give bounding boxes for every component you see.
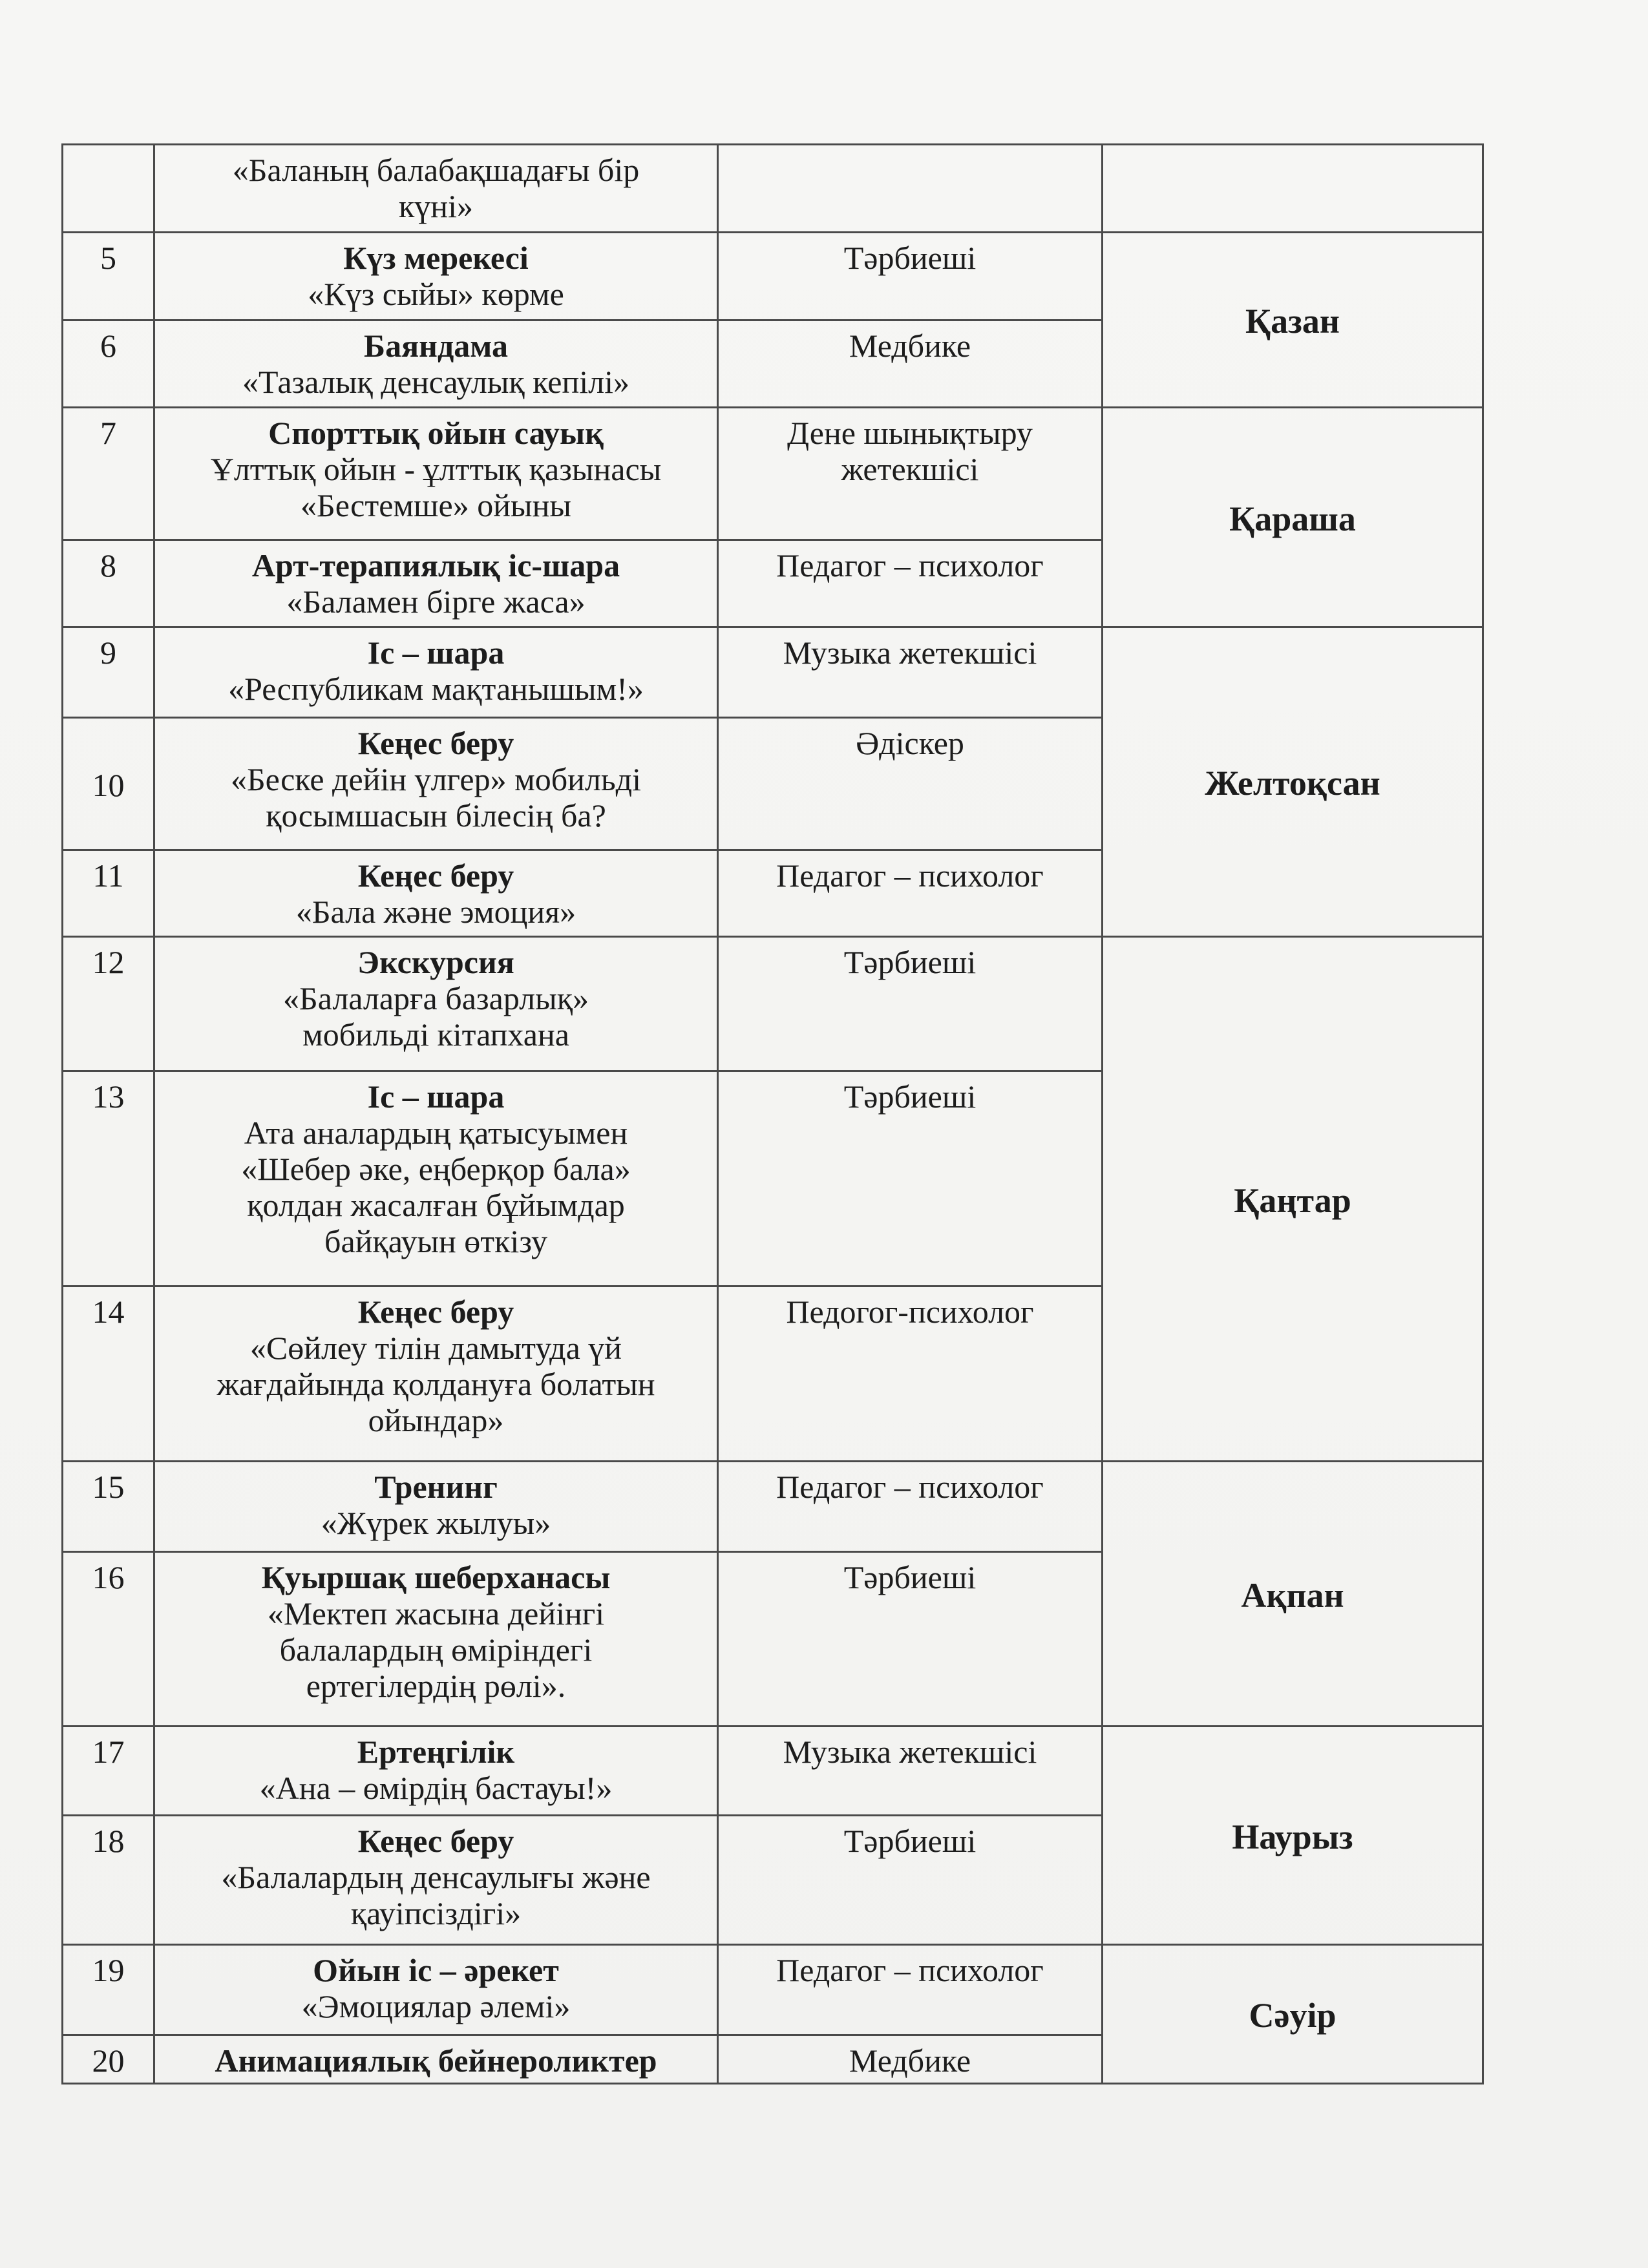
- event-detail: Ұлттық ойын - ұлттық қазынасы: [210, 451, 662, 487]
- event-cell: [154, 2035, 718, 2084]
- responsible-cell: Тәрбиеші: [718, 1552, 1103, 1727]
- row-number: 8: [63, 540, 154, 627]
- row-number: 5: [63, 233, 154, 320]
- event-detail: «Шебер әке, еңберқор бала»: [241, 1151, 631, 1187]
- row-number: 16: [63, 1552, 154, 1727]
- event-title: Кеңес беру: [357, 725, 514, 761]
- event-title: Кеңес беру: [357, 857, 514, 894]
- row-number: 10: [63, 718, 154, 850]
- month-november: Қараша: [1103, 408, 1483, 627]
- event-title: Күз мерекесі: [343, 240, 529, 276]
- event-title: Спорттық ойын сауық: [268, 415, 604, 451]
- responsible-cell: Музыка жетекшісі: [718, 1727, 1103, 1816]
- responsible-cell: Тәрбиеші: [718, 937, 1103, 1071]
- event-detail: «Баламен бірге жаса»: [286, 583, 586, 620]
- month-march: Наурыз: [1103, 1727, 1483, 1945]
- row-number: 17: [63, 1727, 154, 1816]
- table-row: [63, 1462, 1483, 1552]
- event-cell: [154, 718, 718, 850]
- event-detail: «Баланың балабақшадағы бір: [232, 152, 640, 188]
- row-number: 12: [63, 937, 154, 1071]
- month-january: Қаңтар: [1103, 937, 1483, 1462]
- event-detail: «Бестемше» ойыны: [301, 487, 571, 523]
- row-number: 9: [63, 627, 154, 718]
- event-detail: қосымшасын білесің ба?: [266, 797, 606, 834]
- event-title: Ертеңгілік: [357, 1734, 515, 1770]
- table-row: [63, 1727, 1483, 1816]
- event-title: Іс – шара: [367, 635, 505, 671]
- event-cell: [154, 1462, 718, 1552]
- event-detail: жағдайында қолдануға болатын: [217, 1366, 655, 1402]
- responsible-cell: Педагог – психолог: [718, 540, 1103, 627]
- event-detail: «Беске дейін үлгер» мобильді: [230, 761, 642, 797]
- row-number: 18: [63, 1816, 154, 1945]
- responsible-cell: Медбике: [718, 320, 1103, 408]
- responsible-cell: Педагог – психолог: [718, 1945, 1103, 2035]
- table-row: [63, 937, 1483, 1071]
- event-detail: ертегілердің рөлі».: [306, 1668, 566, 1704]
- event-cell: [154, 540, 718, 627]
- responsible-cell: [718, 145, 1103, 233]
- event-title: Арт-терапиялық іс-шара: [251, 547, 620, 583]
- event-cell: [154, 1071, 718, 1286]
- event-detail: «Балаларға базарлық»: [282, 980, 589, 1016]
- event-cell: [154, 320, 718, 408]
- event-detail: ойындар»: [368, 1402, 504, 1438]
- event-cell: [154, 1945, 718, 2035]
- row-number: 14: [63, 1286, 154, 1462]
- table-row: [63, 627, 1483, 718]
- event-cell: [154, 1286, 718, 1462]
- event-title: Анимациялық бейнероликтер: [215, 2042, 657, 2079]
- responsible-cell: Педогог-психолог: [718, 1286, 1103, 1462]
- event-title: Қуыршақ шеберханасы: [261, 1559, 611, 1595]
- month-april: Сәуір: [1103, 1945, 1483, 2084]
- event-detail: күні»: [399, 188, 473, 224]
- event-detail: мобильді кітапхана: [302, 1016, 569, 1053]
- responsible-cell: Медбике: [718, 2035, 1103, 2084]
- month-february: Ақпан: [1103, 1462, 1483, 1727]
- responsible-cell: Тәрбиеші: [718, 1816, 1103, 1945]
- event-title: Тренинг: [374, 1469, 498, 1505]
- event-detail: балалардың өміріндегі: [279, 1632, 593, 1668]
- event-detail: байқауын өткізу: [324, 1223, 547, 1259]
- event-cell: [154, 408, 718, 540]
- event-detail: «Тазалық денсаулық кепілі»: [242, 364, 629, 400]
- month-december: Желтоқсан: [1103, 627, 1483, 937]
- row-number: 13: [63, 1071, 154, 1286]
- row-number: 19: [63, 1945, 154, 2035]
- row-number: 20: [63, 2035, 154, 2084]
- event-title: Баяндама: [364, 328, 508, 364]
- month-october: Қазан: [1103, 233, 1483, 408]
- responsible-cell: Педагог – психолог: [718, 850, 1103, 937]
- event-detail: «Сөйлеу тілін дамытуда үй: [249, 1330, 622, 1366]
- responsible-cell: Педагог – психолог: [718, 1462, 1103, 1552]
- row-number: [63, 145, 154, 233]
- event-title: Іс – шара: [367, 1078, 505, 1115]
- event-title: Экскурсия: [357, 944, 514, 980]
- event-title: Ойын іс – әрекет: [313, 1952, 559, 1988]
- row-number: 7: [63, 408, 154, 540]
- event-cell: [154, 850, 718, 937]
- table-row: [63, 1945, 1483, 2035]
- event-detail: «Жүрек жылуы»: [321, 1505, 551, 1541]
- event-detail: «Эмоциялар әлемі»: [301, 1988, 571, 2024]
- event-detail: қауіпсіздігі»: [350, 1895, 522, 1931]
- event-title: Кеңес беру: [357, 1294, 514, 1330]
- event-detail: «Балалардың денсаулығы және: [221, 1859, 651, 1895]
- event-title: Кеңес беру: [357, 1823, 514, 1859]
- responsible-cell: Әдіскер: [718, 718, 1103, 850]
- row-number: 11: [63, 850, 154, 937]
- event-detail: «Ана – өмірдің бастауы!»: [259, 1770, 613, 1806]
- table-row: [63, 233, 1483, 320]
- event-detail: «Күз сыйы» көрме: [308, 276, 564, 312]
- responsible-cell: Дене шынықтыру жетекшісі: [718, 408, 1103, 540]
- row-number: 6: [63, 320, 154, 408]
- activity-plan-table: [61, 143, 1484, 2084]
- event-cell: [154, 627, 718, 718]
- event-detail: «Бала және эмоция»: [295, 894, 576, 930]
- event-cell: [154, 1816, 718, 1945]
- row-number: 15: [63, 1462, 154, 1552]
- responsible-cell: Музыка жетекшісі: [718, 627, 1103, 718]
- responsible-cell: Тәрбиеші: [718, 233, 1103, 320]
- event-detail: Ата аналардың қатысуымен: [244, 1115, 628, 1151]
- event-cell: [154, 1552, 718, 1727]
- table-row: [63, 145, 1483, 233]
- event-cell: [154, 1727, 718, 1816]
- table-row: [63, 408, 1483, 540]
- responsible-cell: Тәрбиеші: [718, 1071, 1103, 1286]
- event-cell: [154, 937, 718, 1071]
- event-cell: [154, 233, 718, 320]
- month-cell: [1103, 145, 1483, 233]
- event-cell: [154, 145, 718, 233]
- event-detail: қолдан жасалған бұйымдар: [247, 1187, 625, 1223]
- event-detail: «Мектеп жасына дейінгі: [267, 1595, 605, 1632]
- event-detail: «Республикам мақтанышым!»: [228, 671, 644, 707]
